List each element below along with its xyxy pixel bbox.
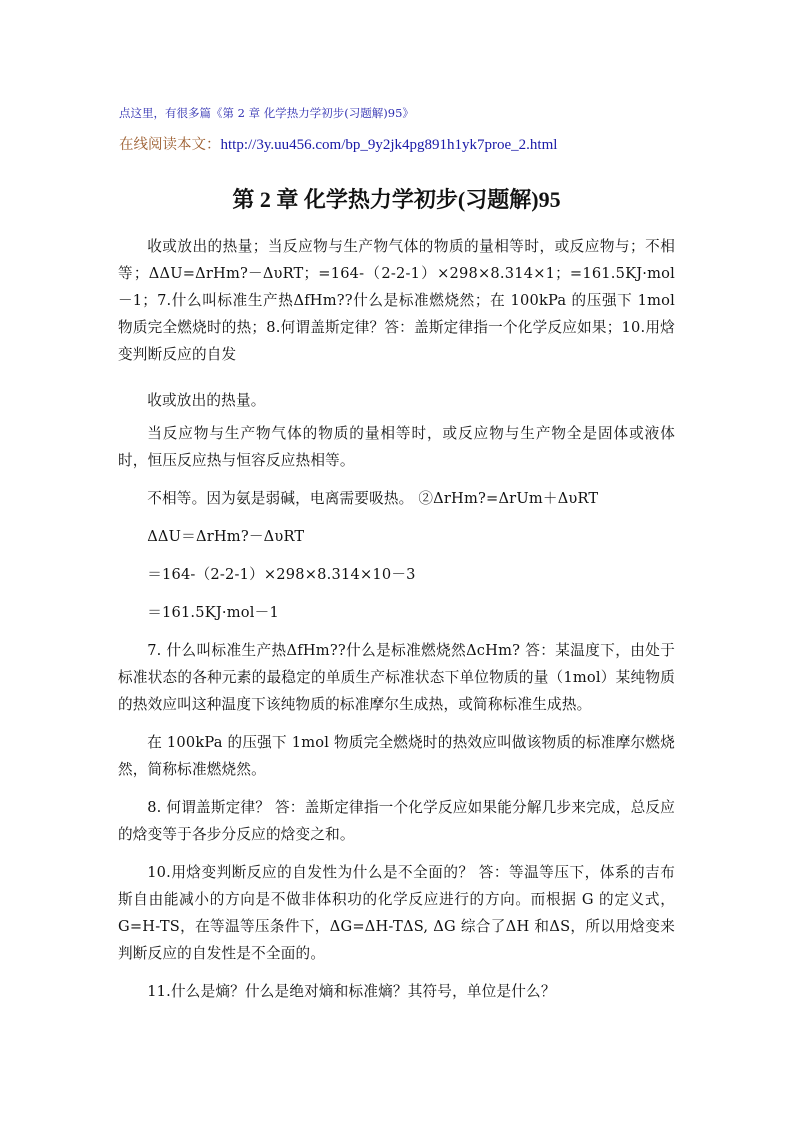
read-online-url-link[interactable]: http://3y.uu456.com/bp_9y2jk4pg891h1yk7proe_2.html	[220, 137, 558, 153]
paragraph: 在 100kPa 的压强下 1mol 物质完全燃烧时的热效应叫做该物质的标准摩尔燃烧然，简称标准燃烧然。	[118, 734, 675, 778]
paragraph: 8. 何谓盖斯定律？ 答：盖斯定律指一个化学反应如果能分解几步来完成，总反应的焓变等于各步分反应的焓变之和。	[118, 799, 675, 843]
document-title: 第 2 章 化学热力学初步(习题解)95	[232, 187, 561, 212]
paragraph: 7. 什么叫标准生产热ΔfHm??什么是标准燃烧然ΔcHm? 答：某温度下，由处于标准状态的各种元素的最稳定的单质生产标准状态下单位物质的量（1mol）某纯物质的热效应叫这种温度下该纯物质的标准摩尔生成热，或简称标准生成热。	[118, 642, 675, 713]
paragraph: ＝161.5KJ·mol－1	[147, 604, 279, 621]
read-online-line	[119, 133, 557, 154]
paragraph: 11.什么是熵？什么是绝对熵和标准熵？其符号，单位是什么？	[147, 983, 556, 1000]
document-body	[118, 233, 675, 1016]
paragraph: 当反应物与生产物气体的物质的量相等时，或反应物与生产物全是固体或液体时，恒压反应热与恒容反应热相等。	[118, 425, 675, 469]
paragraph: 收或放出的热量；当反应物与生产物气体的物质的量相等时，或反应物与；不相等；ΔΔU=ΔrHm?－ΔυRT；=164-（2-2-1）×298×8.314×1；=161.5KJ·mol－1；7.什么叫标准生产热ΔfHm??什么是标准燃烧然；在 100kPa 的压强下 1mol 物质完全燃烧时的热；8.何谓盖斯定律？答：盖斯定律指一个化学反应如果；10.用焓变判断反应的自发	[118, 238, 675, 363]
paragraph: ＝164-（2-2-1）×298×8.314×10－3	[147, 566, 416, 583]
promo-link[interactable]: 点这里，有很多篇《第 2 章 化学热力学初步(习题解)95》	[119, 106, 414, 120]
paragraph: 10.用焓变判断反应的自发性为什么是不全面的？ 答：等温等压下，体系的吉布斯自由能减小的方向是不做非体积功的化学反应进行的方向。而根据 G 的定义式，G=H-TS，在等温等压条件下，ΔG=ΔH-TΔS, ΔG 综合了ΔH 和ΔS，所以用焓变来判断反应的自发性是不全面的。	[118, 864, 675, 962]
read-online-label: 在线阅读本文：	[119, 137, 221, 153]
paragraph: ΔΔU＝ΔrHm?－ΔυRT	[147, 528, 305, 545]
paragraph: 不相等。因为氨是弱碱，电离需要吸热。 ②ΔrHm?=ΔrUm＋ΔυRT	[147, 490, 599, 507]
paragraph: 收或放出的热量。	[147, 392, 266, 409]
